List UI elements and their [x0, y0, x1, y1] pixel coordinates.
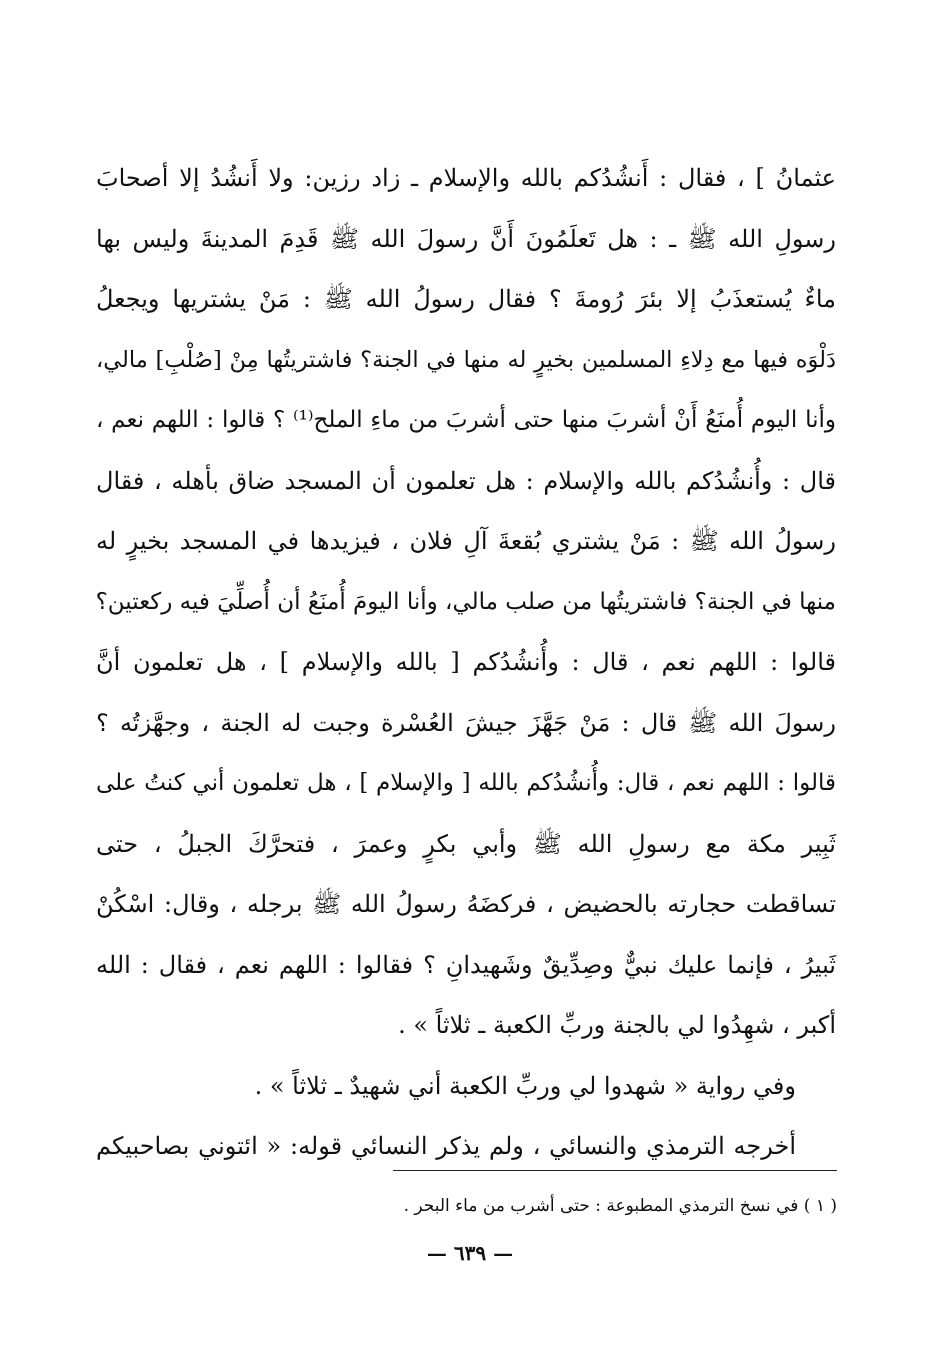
text-line-10: رسولَ الله ﷺ قال : مَنْ جَهَّزَ جيشَ العُسْرة وجبت له الجنة ، وجهَّزتُه ؟	[96, 708, 836, 737]
text-line-12: ثَبِير مكة مع رسولِ الله ﷺ وأبي بكرٍ وعمرَ ، فتحرَّكَ الجبلُ ، حتى	[96, 829, 836, 858]
text-line-11: قالوا : اللهم نعم ، قال: وأُنشُدُكم بالله [ والإسلام ] ، هل تعلمون أني كنتُ على	[96, 770, 836, 796]
text-line-8: منها في الجنة؟ فاشتريتُها من صلب مالي، وأنا اليومَ أُمنَعُ أن أُصلِّيَ فيه ركعتين؟	[95, 588, 836, 615]
text-line-7: رسولُ الله ﷺ : مَنْ يشتري بُقعةَ آلِ فلان ، فيزيدها في المسجد بخيرٍ له	[96, 527, 836, 555]
footnote: ( ١ ) في نسخ الترمذي المطبوعة : حتى أشرب من ماء البحر .	[403, 1196, 837, 1216]
text-line-17: أخرجه الترمذي والنسائي ، ولم يذكر النسائي قوله: « ائتوني بصاحبيكم	[96, 1132, 796, 1160]
text-line-1: عثمانُ ] ، فقال : أَنشُدُكم بالله والإسلام ـ زاد رزين: ولا أَنشُدُ إلا أصحابَ	[96, 164, 836, 192]
text-line-9: قالوا : اللهم نعم ، قال : وأُنشُدُكم [ بالله والإسلام ] ، هل تعلمون أنَّ	[96, 648, 836, 676]
text-line-6: قال : وأُنشُدُكم بالله والإسلام : هل تعلمون أن المسجد ضاق بأهله ، فقال	[96, 466, 836, 495]
main-text-block	[96, 148, 836, 1177]
text-line-14: ثَبيرُ ، فإنما عليك نبيٌّ وصِدِّيقٌ وشَهيدانِ ؟ فقالوا : اللهم نعم ، فقال : الله	[96, 950, 836, 979]
text-line-16: وفي رواية « شهدوا لي وربِّ الكعبة أني شهيدٌ ـ ثلاثاً » .	[254, 1071, 796, 1100]
text-line-13: تساقطت حجارته بالحضيض ، فركضَهُ رسولُ الله ﷺ برجله ، وقال: اسْكُنْ	[96, 890, 836, 918]
text-line-2: رسولِ الله ﷺ ـ : هل تَعلَمُونَ أَنَّ رسولَ الله ﷺ قَدِمَ المدينةَ وليس بها	[96, 224, 836, 253]
text-line-4: دَلْوَه فيها مع دِلاءِ المسلمين بخيرٍ له منها في الجنة؟ فاشتريتُها مِنْ [صُلْبِ] مالي،	[96, 346, 836, 373]
text-line-15: أكبر ، شهِدُوا لي بالجنة وربِّ الكعبة ـ ثلاثاً » .	[398, 1011, 836, 1039]
footnote-separator	[393, 1170, 837, 1171]
text-line-3: ماءٌ يُستعذَبُ إلا بئرَ رُومةَ ؟ فقال رسولُ الله ﷺ : مَنْ يشتريها ويجعلُ	[96, 285, 836, 313]
page-number: — ٦٣٩ —	[426, 1241, 514, 1265]
text-line-5: وأنا اليوم أُمنَعُ أَنْ أشربَ منها حتى أشربَ من ماءِ الملح⁽¹⁾ ؟ قالوا : اللهم نعم ،	[96, 407, 836, 433]
